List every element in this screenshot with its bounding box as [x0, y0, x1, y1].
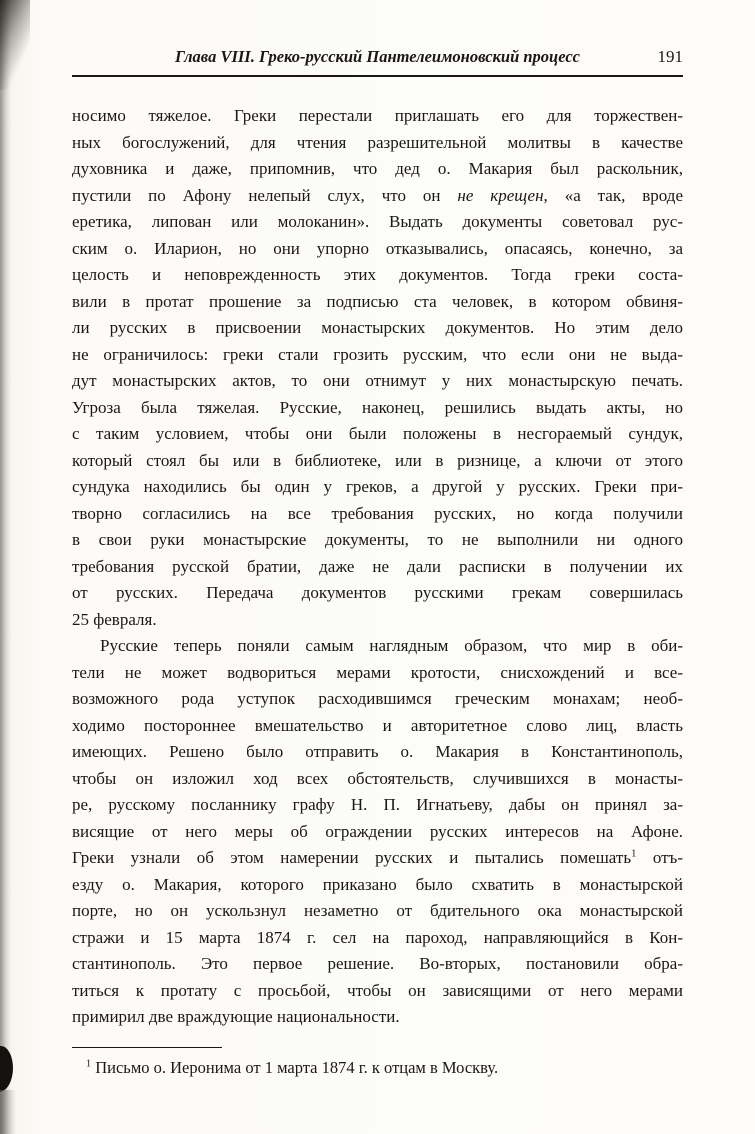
text-line: титься к протату с просьбой, чтобы он зависящими от него мерами [72, 980, 683, 1000]
text-line: в свои руки монастырские документы, то не выполнили ни одного [72, 530, 683, 549]
text-line: примирил две враждующие национальности. [72, 1007, 400, 1026]
text-line: стантинополь. Это первое решение. Во-вторых, постановили обра- [72, 954, 683, 973]
footnote [72, 1047, 683, 1080]
text-line: Угроза была тяжелая. Русские, наконец, решились выдать акты, но [72, 397, 683, 417]
text-line: творно согласились на все требования русских, но когда получили [72, 503, 683, 523]
footnote-marker: 1 [86, 1058, 92, 1069]
text-line: Русские теперь поняли самым наглядным образом, что мир в оби- [100, 636, 683, 655]
text-line: пустили по Афону нелепый слух, что он не крещен, «а так, вроде [72, 185, 684, 205]
text-line: ных богослужений, для чтения разрешительной молитвы в качестве [72, 132, 683, 152]
text-line: порте, но он ускользнул незаметно от бдительного ока монастырской [72, 901, 683, 920]
text-line: ским о. Иларион, но они упорно отказывались, опасаясь, конечно, за [72, 238, 683, 258]
paragraph [72, 633, 683, 1031]
text-line: от русских. Передача документов русскими грекам совершилась [72, 583, 683, 602]
text-line: чтобы он изложил ход всех обстоятельств, случившихся в монасты- [72, 768, 683, 788]
text-line: еретика, липован или молоканин». Выдать документы советовал рус- [72, 212, 683, 231]
text-line: носимо тяжелое. Греки перестали приглашать его для торжествен- [72, 106, 683, 125]
footnote-line [72, 1056, 683, 1080]
scan-corner-bottom-left-artifact [0, 1090, 16, 1134]
text-line: с таким условием, чтобы они были положены в несгораемый сундук, [72, 424, 683, 443]
text-line: тели не может водвориться мерами кротости, снисхождений и все- [72, 662, 683, 682]
header-rule [72, 75, 683, 77]
text-line: ходимо постороннее вмешательство и авторитетное слово лиц, власть [72, 715, 683, 735]
text-line: вили в протат прошение за подписью ста человек, в котором обвиня- [72, 291, 683, 311]
text-line: висящие от него меры об ограждении русских интересов на Афоне. [72, 821, 683, 841]
running-header [72, 46, 683, 68]
text-line: ре, русскому посланнику графу Н. П. Игнатьеву, дабы он принял за- [72, 795, 683, 814]
page-number: 191 [657, 47, 683, 66]
text-line: не ограничилось: греки стали грозить русским, что если они не выда- [72, 344, 683, 364]
text-line: возможного рода уступок расходившимся греческим монахам; необ- [72, 689, 683, 708]
text-line: требования русской братии, даже не дали расписки в получении их [72, 556, 683, 576]
text-line: стражи и 15 марта 1874 г. сел на пароход, направляющийся в Кон- [72, 927, 683, 947]
text-line: ли русских в присвоении монастырских документов. Но этим дело [72, 318, 683, 337]
paragraph [72, 103, 683, 633]
text-line: который стоял бы или в библиотеке, или в ризнице, а ключи от этого [72, 450, 683, 470]
text-line: езду о. Макария, которого приказано было схватить в монастырской [72, 874, 683, 894]
text-line: духовника и даже, припомнив, что дед о. Макария был раскольник, [72, 159, 683, 178]
body-text [72, 103, 683, 1031]
text-line: целость и неповрежденность этих документов. Тогда греки соста- [72, 265, 683, 284]
footnote-rule [72, 1047, 222, 1048]
text-line: дут монастырских актов, то они отнимут у них монастырскую печать. [72, 371, 683, 390]
text-line: 25 февраля. [72, 609, 157, 629]
footnote-text: Письмо о. Иеронима от 1 марта 1874 г. к отцам в Москву. [91, 1057, 499, 1077]
chapter-title: Глава VIII. Греко-русский Пантелеимоновский процесс [175, 47, 580, 66]
text-line: имеющих. Решено было отправить о. Макария в Константинополь, [72, 742, 683, 761]
text-line: сундука находились бы один у греков, а другой у русских. Греки при- [72, 477, 683, 496]
text-line: Греки узнали об этом намерении русских и пытались помешать$^1$ отъ- [72, 848, 683, 867]
